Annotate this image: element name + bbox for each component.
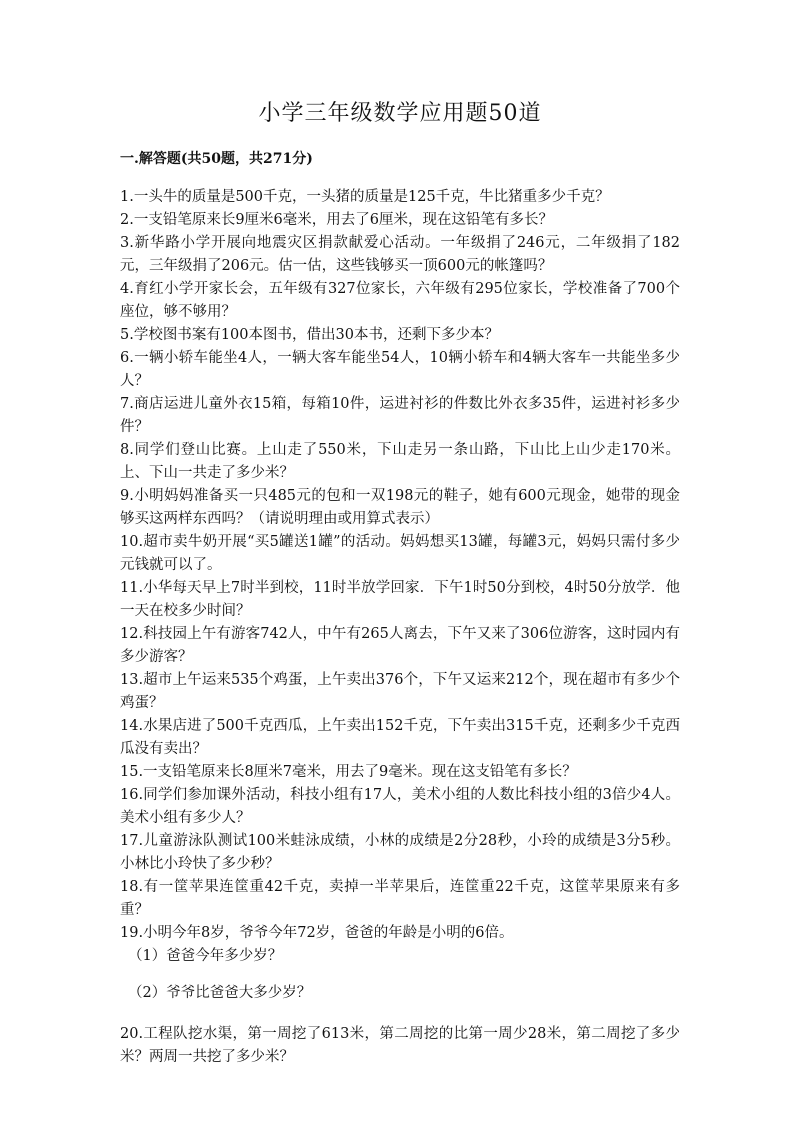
question-4: 4.育红小学开家长会，五年级有327位家长，六年级有295位家长，学校准备了700个座位，够不够用？ (120, 281, 680, 320)
question-16: 16.同学们参加课外活动，科技小组有17人，美术小组的人数比科技小组的3倍少4人。美术小组有多少人？ (120, 787, 680, 826)
page-title: 小学三年级数学应用题50道 (258, 101, 542, 126)
question-19: 19.小明今年8岁，爷爷今年72岁，爸爸的年龄是小明的6倍。 (120, 925, 514, 941)
question-7: 7.商店运进儿童外衣15箱，每箱10件，运进衬衫的件数比外衣多35件，运进衬衫多少件？ (120, 396, 680, 435)
section-heading: 一.解答题(共50题，共271分) (120, 151, 313, 167)
question-19-sub-1: （1）爸爸今年多少岁？ (128, 948, 283, 964)
question-19-sub-2: （2）爷爷比爸爸大多少岁？ (128, 985, 312, 1001)
question-5: 5.学校图书案有100本图书，借出30本书，还剩下多少本？ (120, 327, 499, 343)
question-14: 14.水果店进了500千克西瓜，上午卖出152千克，下午卖出315千克，还剩多少千克西瓜没有卖出？ (120, 718, 680, 757)
question-6: 6.一辆小轿车能坐4人，一辆大客车能坐54人，10辆小轿车和4辆大客车一共能坐多少人？ (120, 350, 680, 389)
question-17: 17.儿童游泳队测试100米蛙泳成绩，小林的成绩是2分28秒，小玲的成绩是3分5秒。小林比小玲快了多少秒？ (120, 833, 680, 872)
question-1: 1.一头牛的质量是500千克，一头猪的质量是125千克，牛比猪重多少千克？ (120, 189, 610, 205)
question-10: 10.超市卖牛奶开展“买5罐送1罐”的活动。妈妈想买13罐，每罐3元，妈妈只需付多少元钱就可以了。 (120, 534, 680, 573)
question-12: 12.科技园上午有游客742人，中午有265人离去，下午又来了306位游客，这时园内有多少游客？ (120, 626, 680, 665)
question-3: 3.新华路小学开展向地震灾区捐款献爱心活动。一年级捐了246元，二年级捐了182元，三年级捐了206元。估一估，这些钱够买一顶600元的帐篷吗？ (120, 235, 680, 274)
question-20: 20.工程队挖水渠，第一周挖了613米，第二周挖的比第一周少28米，第二周挖了多少米？两周一共挖了多少米？ (120, 1026, 680, 1065)
question-list (120, 186, 680, 1069)
question-13: 13.超市上午运来535个鸡蛋，上午卖出376个，下午又运来212个，现在超市有多少个鸡蛋？ (120, 672, 680, 711)
question-11: 11.小华每天早上7时半到校，11时半放学回家．下午1时50分到校，4时50分放学．他一天在校多少时间？ (120, 580, 680, 619)
question-8: 8.同学们登山比赛。上山走了550米，下山走另一条山路，下山比上山少走170米。上、下山一共走了多少米？ (120, 442, 680, 481)
question-18: 18.有一筐苹果连筐重42千克，卖掉一半苹果后，连筐重22千克，这筐苹果原来有多重？ (120, 879, 680, 918)
question-15: 15.一支铅笔原来长8厘米7毫米，用去了9毫米。现在这支铅笔有多长？ (120, 764, 577, 780)
question-2: 2.一支铅笔原来长9厘米6毫米，用去了6厘米，现在这铅笔有多长？ (120, 212, 554, 228)
question-9: 9.小明妈妈准备买一只485元的包和一双198元的鞋子，她有600元现金，她带的现金够买这两样东西吗？（请说明理由或用算式表示） (120, 488, 680, 527)
